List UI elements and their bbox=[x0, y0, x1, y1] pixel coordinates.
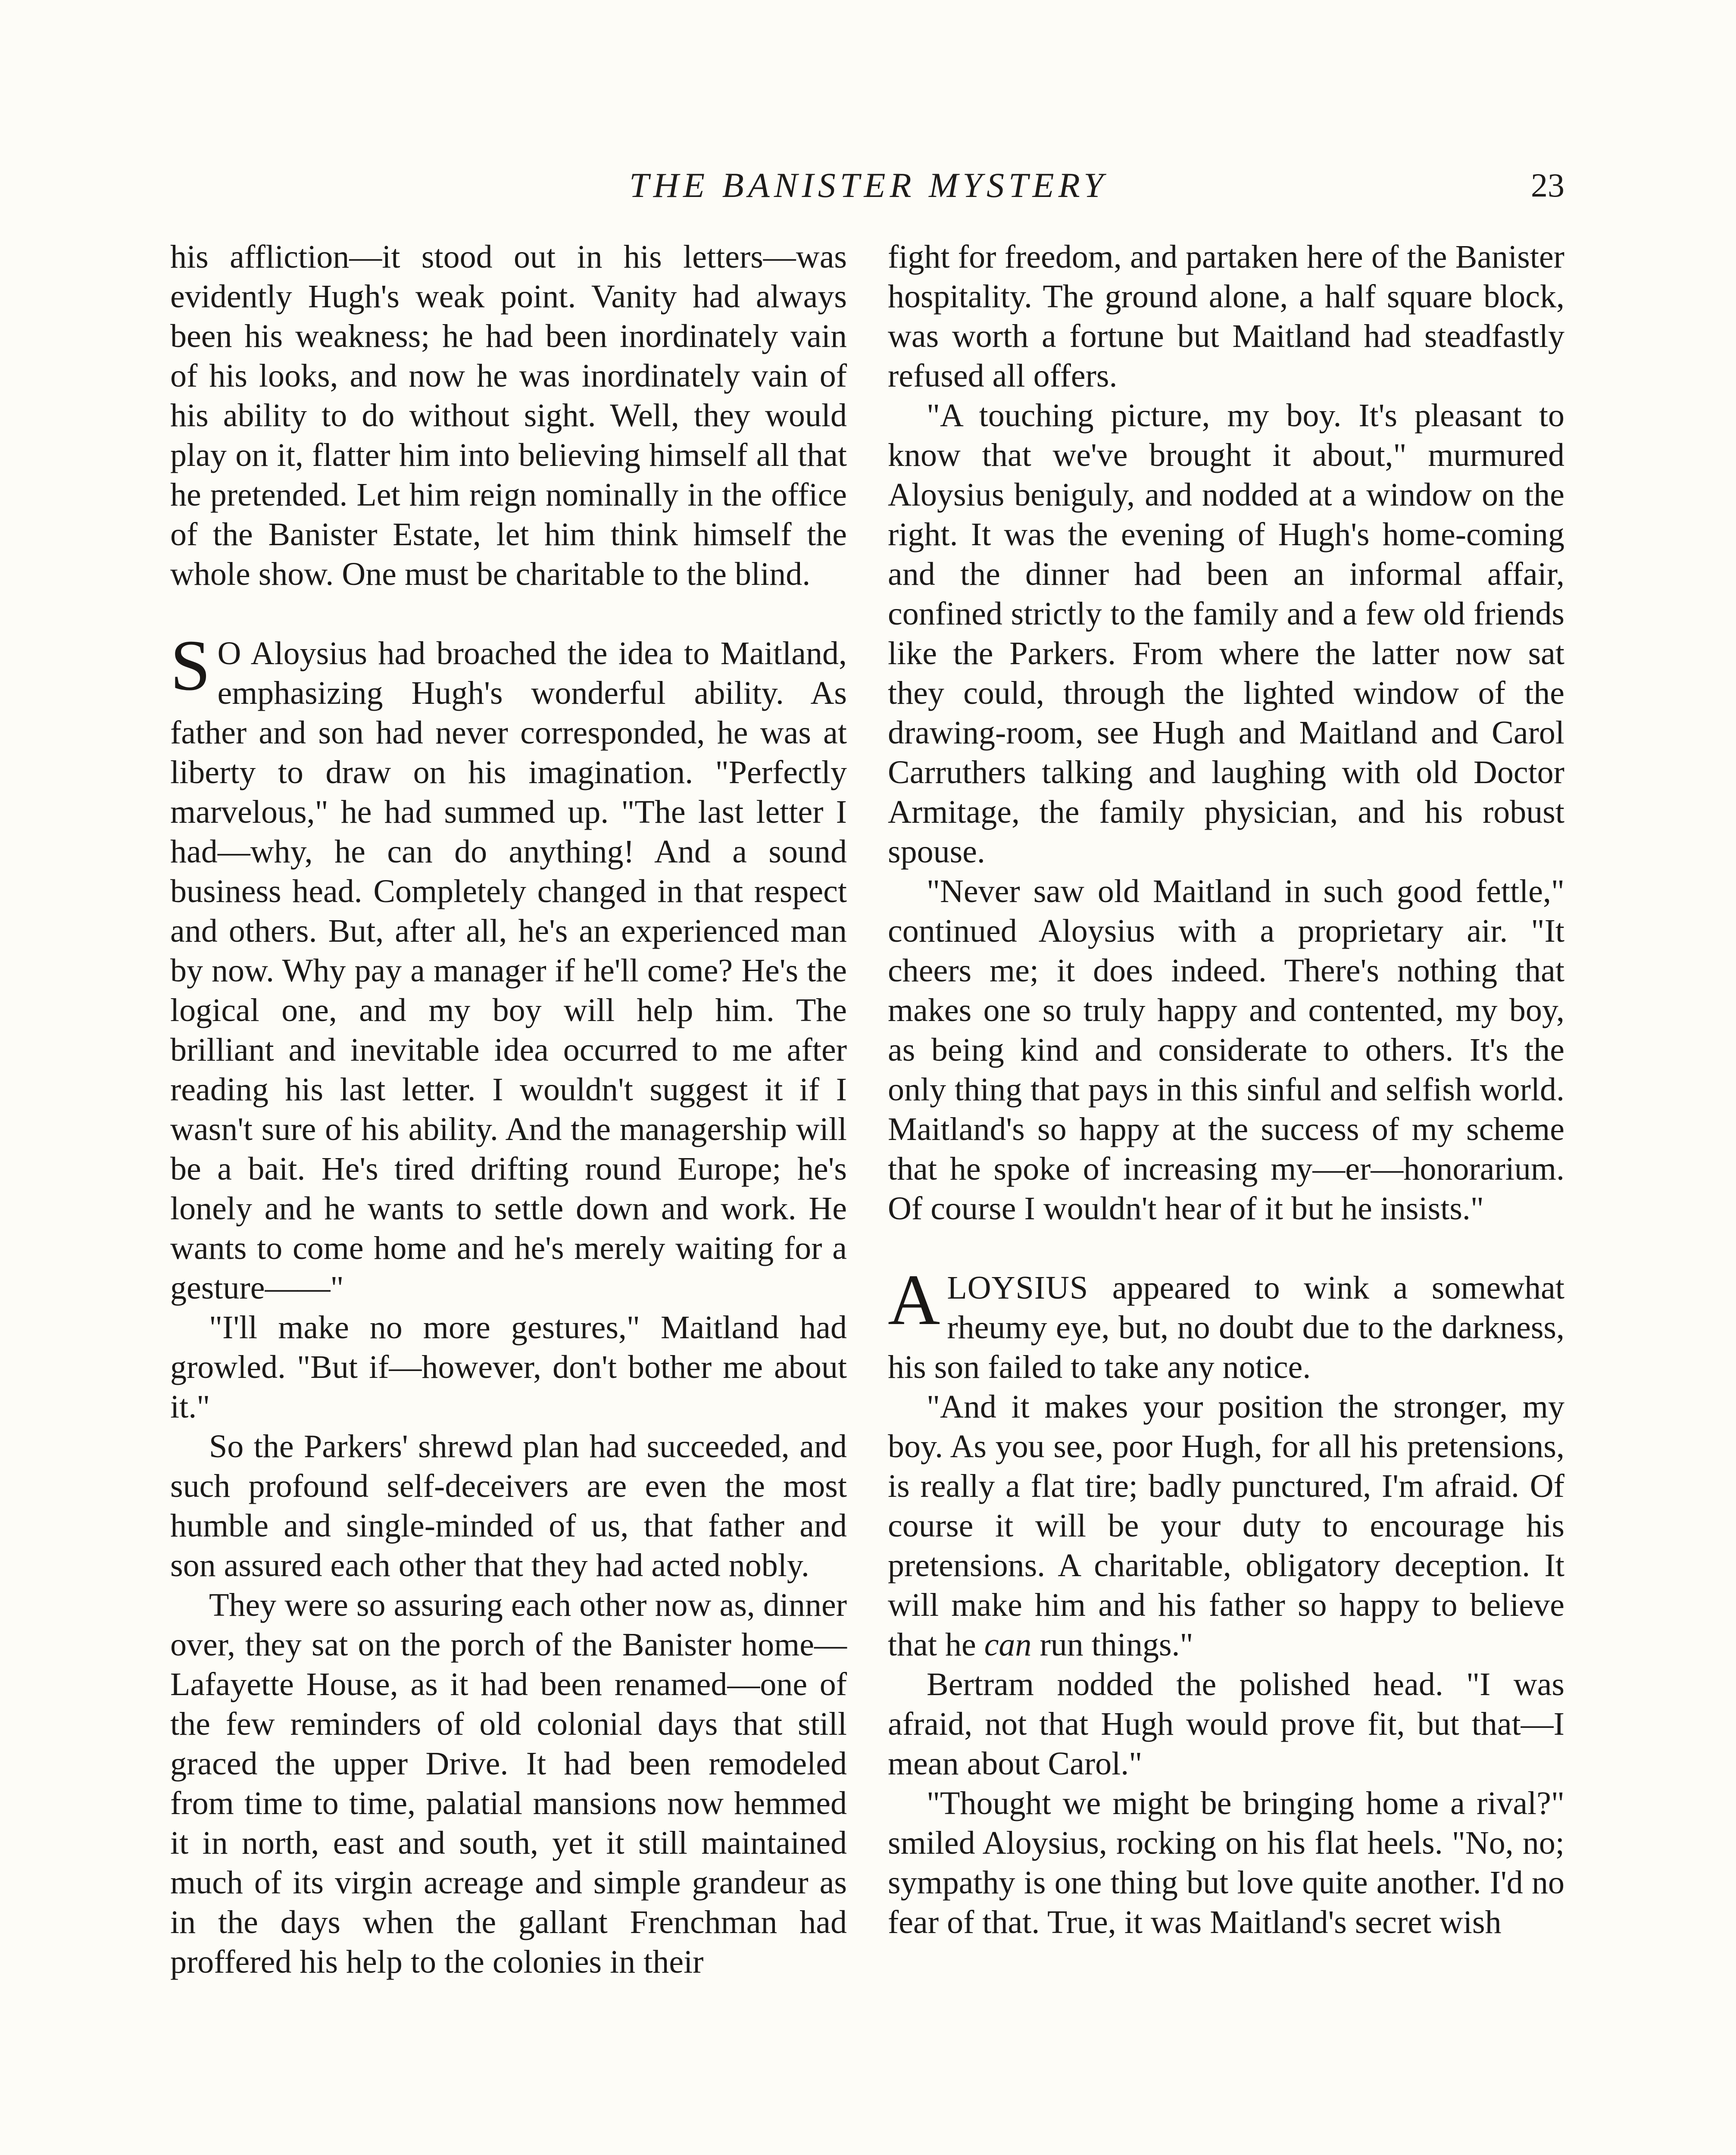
section-opening-paragraph bbox=[888, 1260, 1564, 1387]
page-number: 23 bbox=[1531, 166, 1564, 204]
lead-in: O bbox=[217, 635, 242, 671]
paragraph-text: appeared to wink a somewhat rheumy eye, but, no doubt due to the darkness, his son failed to take any notice. bbox=[888, 1270, 1564, 1385]
lead-in: LOYSIUS bbox=[947, 1270, 1089, 1306]
running-title: THE BANISTER MYSTERY bbox=[629, 166, 1108, 205]
paragraph-text: Aloysius had broached the idea to Maitland, emphasizing Hugh's wonderful ability. As father and son had never corresponded, he was at liberty to draw on his imagination. "Perfectly marvelous," he had summed up. "The last letter I had—why, he can do anything! And a sound business head. Completely changed in that respect and others. But, after all, he's an experienced man by now. Why pay a manager if he'll come? He's the logical one, and my boy will help him. The brilliant and inevitable idea occurred to me after reading his last letter. I wouldn't suggest it if I wasn't sure of his ability. And the managership will be a bait. He's tired drifting round Europe; he's lonely and he wants to settle down and work. He wants to come home and he's merely waiting for a gesture——" bbox=[170, 635, 847, 1306]
paragraph-text: "And it makes your position the stronger, my boy. As you see, poor Hugh, for all his pretensions, is really a flat tire; badly punctured, I'm afraid. Of course it will be your duty to encourage his pretensions. A charitable, obligatory deception. It will make him and his father so happy to believe that he bbox=[888, 1389, 1564, 1663]
drop-cap: S bbox=[170, 625, 211, 706]
running-header bbox=[172, 159, 1564, 211]
paragraph: "A touching picture, my boy. It's pleasant to know that we've brought it about," murmured Aloysius beniguly, and nodded at a window on the right. It was the evening of Hugh's home-coming and the dinner had been an informal affair, confined strictly to the family and a few old friends like the Parkers. From where the latter now sat they could, through the lighted window of the drawing-room, see Hugh and Maitland and Carol Carruthers talking and laughing with old Doctor Armitage, the family physician, and his robust spouse. bbox=[888, 397, 1564, 870]
emphasis: can bbox=[984, 1627, 1032, 1663]
paragraph: "Never saw old Maitland in such good fettle," continued Aloysius with a proprietary air. "It cheers me; it does indeed. There's nothing that makes one so truly happy and contented, my boy, as being kind and considerate to others. It's the only thing that pays in this sinful and selfish world. Maitland's so happy at the success of my scheme that he spoke of increasing my—er—honorarium. Of course I wouldn't hear of it but he insists." bbox=[888, 873, 1564, 1227]
right-column bbox=[888, 237, 1564, 1942]
paragraph: So the Parkers' shrewd plan had succeeded, and such profound self-deceivers are even the most humble and single-minded of us, that father and son assured each other that they had acted nobly. bbox=[170, 1428, 847, 1583]
section-opening-paragraph bbox=[170, 625, 847, 1308]
left-column bbox=[170, 237, 847, 1982]
paragraph bbox=[888, 1387, 1564, 1665]
paragraph: "I'll make no more gestures," Maitland had growled. "But if—however, don't bother me about it." bbox=[170, 1309, 847, 1425]
drop-cap: A bbox=[888, 1260, 940, 1340]
paragraph: They were so assuring each other now as, dinner over, they sat on the porch of the Banister home—Lafayette House, as it had been renamed—one of the few reminders of old colonial days that still graced the upper Drive. It had been remodeled from time to time, palatial mansions now hemmed it in north, east and south, yet it still maintained much of its virgin acreage and simple grandeur as in the days when the gallant Frenchman had proffered his help to the colonies in their bbox=[170, 1587, 847, 1980]
paragraph: his affliction—it stood out in his letters—was evidently Hugh's weak point. Vanity had always been his weakness; he had been inordinately vain of his looks, and now he was inordinately vain of his ability to do without sight. Well, they would play on it, flatter him into believing himself all that he pretended. Let him reign nominally in the office of the Banister Estate, let him think himself the whole show. One must be charitable to the blind. bbox=[170, 239, 847, 592]
paragraph: "Thought we might be bringing home a rival?" smiled Aloysius, rocking on his flat heels. "No, no; sympathy is one thing but love quite another. I'd no fear of that. True, it was Maitland's secret wish bbox=[888, 1785, 1564, 1940]
paragraph-text: run things." bbox=[1031, 1627, 1193, 1663]
paragraph: fight for freedom, and partaken here of the Banister hospitality. The ground alone, a half square block, was worth a fortune but Maitland had steadfastly refused all offers. bbox=[888, 239, 1564, 394]
paragraph: Bertram nodded the polished head. "I was afraid, not that Hugh would prove fit, but that—I mean about Carol." bbox=[888, 1666, 1564, 1782]
